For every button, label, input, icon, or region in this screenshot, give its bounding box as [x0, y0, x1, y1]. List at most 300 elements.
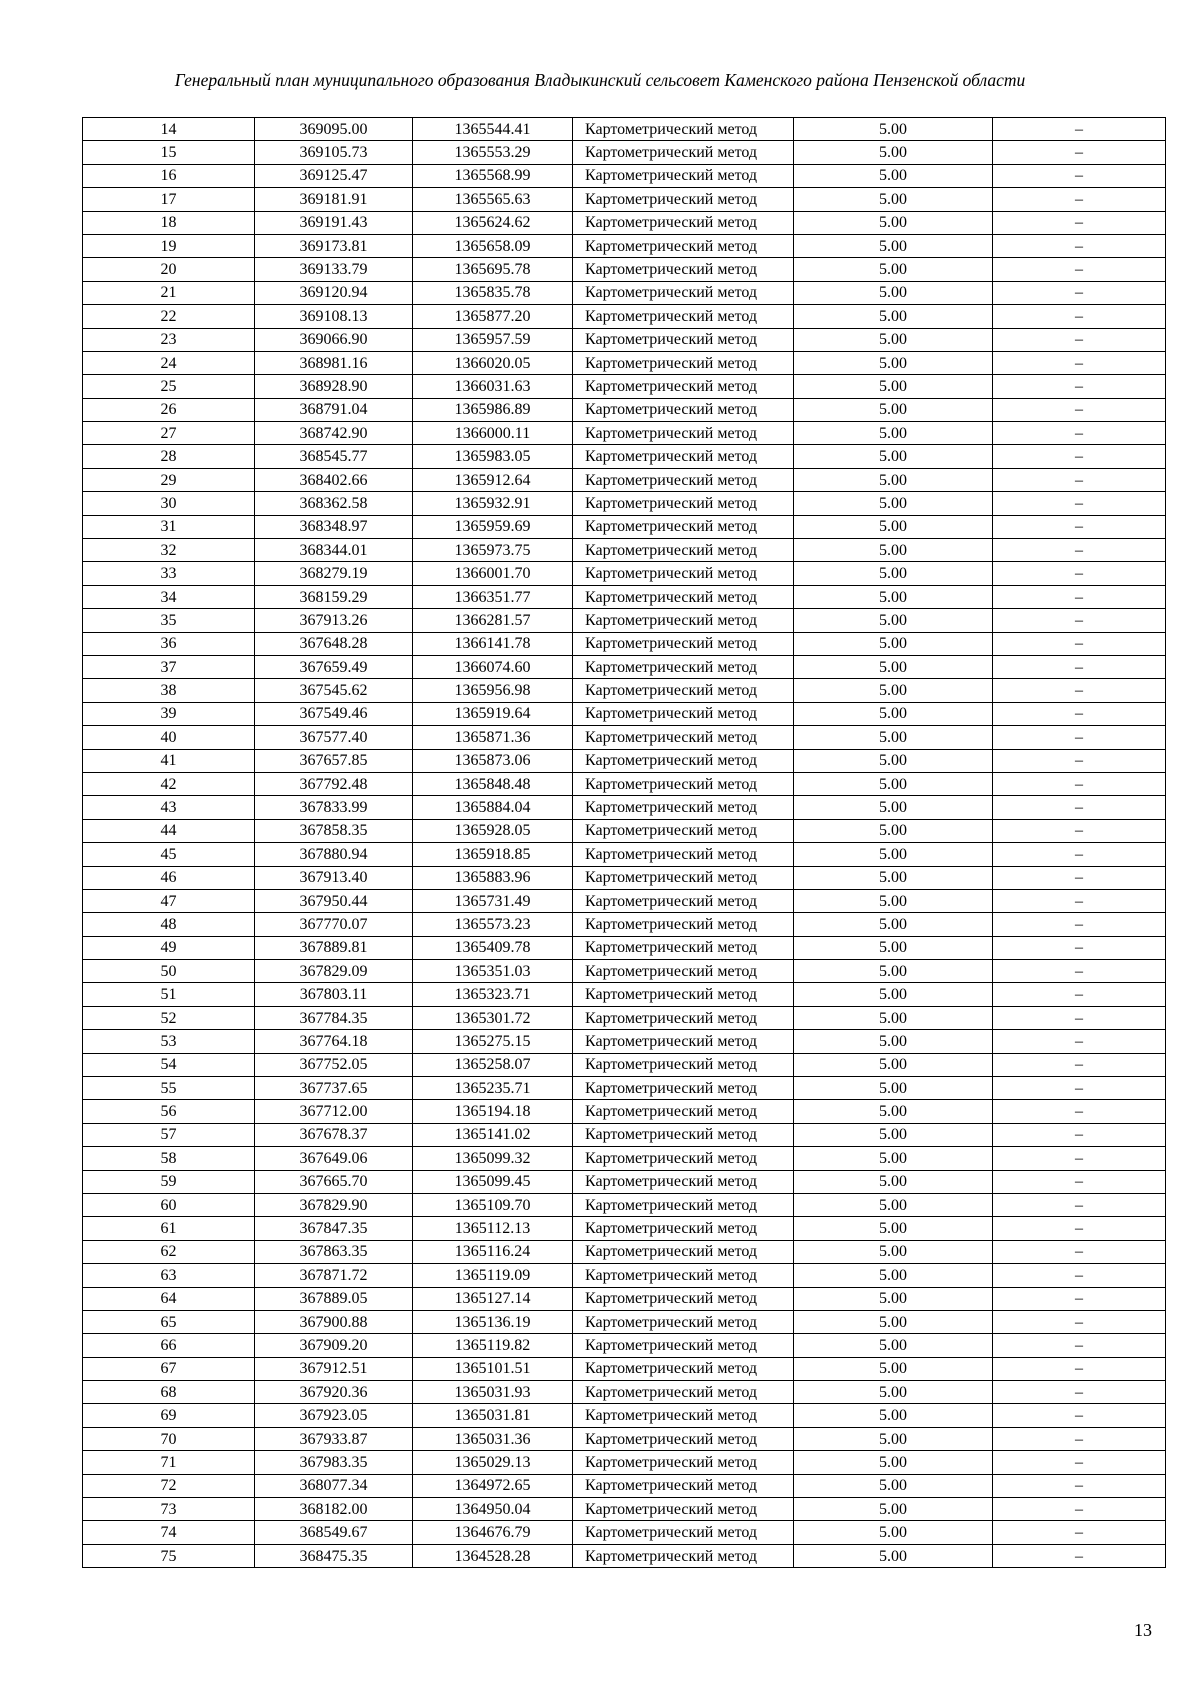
y-coordinate-cell: 1365973.75	[413, 539, 573, 562]
accuracy-cell: 5.00	[794, 609, 993, 632]
accuracy-cell: 5.00	[794, 164, 993, 187]
x-coordinate-cell: 368928.90	[255, 375, 413, 398]
table-row	[83, 1287, 1166, 1310]
accuracy-cell: 5.00	[794, 188, 993, 211]
method-cell: Картометрический метод	[573, 1053, 794, 1076]
note-cell: –	[993, 819, 1166, 842]
note-cell: –	[993, 889, 1166, 912]
table-row	[83, 141, 1166, 164]
method-cell: Картометрический метод	[573, 1193, 794, 1216]
accuracy-cell: 5.00	[794, 1521, 993, 1544]
table-row	[83, 655, 1166, 678]
y-coordinate-cell: 1365194.18	[413, 1100, 573, 1123]
note-cell: –	[993, 1544, 1166, 1567]
accuracy-cell: 5.00	[794, 866, 993, 889]
x-coordinate-cell: 367858.35	[255, 819, 413, 842]
accuracy-cell: 5.00	[794, 305, 993, 328]
method-cell: Картометрический метод	[573, 1381, 794, 1404]
method-cell: Картометрический метод	[573, 281, 794, 304]
table-row	[83, 1147, 1166, 1170]
note-cell: –	[993, 726, 1166, 749]
method-cell: Картометрический метод	[573, 843, 794, 866]
point-number-cell: 19	[83, 234, 255, 257]
x-coordinate-cell: 369173.81	[255, 234, 413, 257]
y-coordinate-cell: 1365099.32	[413, 1147, 573, 1170]
x-coordinate-cell: 368279.19	[255, 562, 413, 585]
method-cell: Картометрический метод	[573, 188, 794, 211]
point-number-cell: 59	[83, 1170, 255, 1193]
method-cell: Картометрический метод	[573, 1451, 794, 1474]
x-coordinate-cell: 367913.26	[255, 609, 413, 632]
table-row	[83, 796, 1166, 819]
accuracy-cell: 5.00	[794, 702, 993, 725]
table-row	[83, 772, 1166, 795]
x-coordinate-cell: 367912.51	[255, 1357, 413, 1380]
point-number-cell: 27	[83, 422, 255, 445]
note-cell: –	[993, 492, 1166, 515]
note-cell: –	[993, 141, 1166, 164]
note-cell: –	[993, 609, 1166, 632]
method-cell: Картометрический метод	[573, 398, 794, 421]
y-coordinate-cell: 1364676.79	[413, 1521, 573, 1544]
x-coordinate-cell: 367900.88	[255, 1310, 413, 1333]
point-number-cell: 21	[83, 281, 255, 304]
accuracy-cell: 5.00	[794, 539, 993, 562]
y-coordinate-cell: 1364972.65	[413, 1474, 573, 1497]
note-cell: –	[993, 796, 1166, 819]
accuracy-cell: 5.00	[794, 141, 993, 164]
note-cell: –	[993, 1193, 1166, 1216]
x-coordinate-cell: 368545.77	[255, 445, 413, 468]
y-coordinate-cell: 1365912.64	[413, 468, 573, 491]
accuracy-cell: 5.00	[794, 889, 993, 912]
accuracy-cell: 5.00	[794, 445, 993, 468]
x-coordinate-cell: 369108.13	[255, 305, 413, 328]
method-cell: Картометрический метод	[573, 913, 794, 936]
x-coordinate-cell: 369181.91	[255, 188, 413, 211]
table-row	[83, 188, 1166, 211]
y-coordinate-cell: 1365695.78	[413, 258, 573, 281]
point-number-cell: 28	[83, 445, 255, 468]
x-coordinate-cell: 367545.62	[255, 679, 413, 702]
method-cell: Картометрический метод	[573, 1498, 794, 1521]
table-row	[83, 445, 1166, 468]
y-coordinate-cell: 1365553.29	[413, 141, 573, 164]
x-coordinate-cell: 368475.35	[255, 1544, 413, 1567]
point-number-cell: 71	[83, 1451, 255, 1474]
point-number-cell: 65	[83, 1310, 255, 1333]
table-row	[83, 632, 1166, 655]
note-cell: –	[993, 351, 1166, 374]
table-row	[83, 1544, 1166, 1567]
y-coordinate-cell: 1365235.71	[413, 1077, 573, 1100]
point-number-cell: 14	[83, 118, 255, 141]
table-row	[83, 328, 1166, 351]
method-cell: Картометрический метод	[573, 655, 794, 678]
accuracy-cell: 5.00	[794, 772, 993, 795]
note-cell: –	[993, 585, 1166, 608]
accuracy-cell: 5.00	[794, 328, 993, 351]
point-number-cell: 41	[83, 749, 255, 772]
table-row	[83, 562, 1166, 585]
accuracy-cell: 5.00	[794, 1334, 993, 1357]
table-row	[83, 983, 1166, 1006]
x-coordinate-cell: 369125.47	[255, 164, 413, 187]
x-coordinate-cell: 367792.48	[255, 772, 413, 795]
method-cell: Картометрический метод	[573, 375, 794, 398]
y-coordinate-cell: 1364528.28	[413, 1544, 573, 1567]
accuracy-cell: 5.00	[794, 726, 993, 749]
table-row	[83, 1170, 1166, 1193]
point-number-cell: 51	[83, 983, 255, 1006]
y-coordinate-cell: 1365258.07	[413, 1053, 573, 1076]
x-coordinate-cell: 367871.72	[255, 1264, 413, 1287]
note-cell: –	[993, 866, 1166, 889]
table-row	[83, 258, 1166, 281]
point-number-cell: 32	[83, 539, 255, 562]
x-coordinate-cell: 368742.90	[255, 422, 413, 445]
x-coordinate-cell: 369133.79	[255, 258, 413, 281]
accuracy-cell: 5.00	[794, 258, 993, 281]
note-cell: –	[993, 515, 1166, 538]
y-coordinate-cell: 1365658.09	[413, 234, 573, 257]
point-number-cell: 64	[83, 1287, 255, 1310]
point-number-cell: 74	[83, 1521, 255, 1544]
y-coordinate-cell: 1365031.81	[413, 1404, 573, 1427]
x-coordinate-cell: 369066.90	[255, 328, 413, 351]
note-cell: –	[993, 1404, 1166, 1427]
y-coordinate-cell: 1365565.63	[413, 188, 573, 211]
x-coordinate-cell: 368344.01	[255, 539, 413, 562]
method-cell: Картометрический метод	[573, 772, 794, 795]
point-number-cell: 36	[83, 632, 255, 655]
accuracy-cell: 5.00	[794, 1427, 993, 1450]
note-cell: –	[993, 1053, 1166, 1076]
method-cell: Картометрический метод	[573, 211, 794, 234]
x-coordinate-cell: 368549.67	[255, 1521, 413, 1544]
table-row	[83, 960, 1166, 983]
method-cell: Картометрический метод	[573, 234, 794, 257]
accuracy-cell: 5.00	[794, 118, 993, 141]
method-cell: Картометрический метод	[573, 1217, 794, 1240]
point-number-cell: 34	[83, 585, 255, 608]
x-coordinate-cell: 367889.81	[255, 936, 413, 959]
table-row	[83, 1404, 1166, 1427]
point-number-cell: 16	[83, 164, 255, 187]
point-number-cell: 24	[83, 351, 255, 374]
table-row	[83, 1264, 1166, 1287]
point-number-cell: 20	[83, 258, 255, 281]
coordinates-table	[82, 117, 1166, 1568]
note-cell: –	[993, 258, 1166, 281]
method-cell: Картометрический метод	[573, 960, 794, 983]
method-cell: Картометрический метод	[573, 679, 794, 702]
table-row	[83, 351, 1166, 374]
accuracy-cell: 5.00	[794, 679, 993, 702]
table-row	[83, 1498, 1166, 1521]
x-coordinate-cell: 367909.20	[255, 1334, 413, 1357]
table-row	[83, 398, 1166, 421]
x-coordinate-cell: 367549.46	[255, 702, 413, 725]
method-cell: Картометрический метод	[573, 351, 794, 374]
y-coordinate-cell: 1365127.14	[413, 1287, 573, 1310]
method-cell: Картометрический метод	[573, 258, 794, 281]
accuracy-cell: 5.00	[794, 492, 993, 515]
table-row	[83, 515, 1166, 538]
accuracy-cell: 5.00	[794, 655, 993, 678]
note-cell: –	[993, 375, 1166, 398]
x-coordinate-cell: 367847.35	[255, 1217, 413, 1240]
note-cell: –	[993, 305, 1166, 328]
x-coordinate-cell: 367863.35	[255, 1240, 413, 1263]
table-row	[83, 1474, 1166, 1497]
point-number-cell: 35	[83, 609, 255, 632]
y-coordinate-cell: 1365884.04	[413, 796, 573, 819]
accuracy-cell: 5.00	[794, 562, 993, 585]
x-coordinate-cell: 367712.00	[255, 1100, 413, 1123]
x-coordinate-cell: 368077.34	[255, 1474, 413, 1497]
page-header-title: Генеральный план муниципального образования Владыкинский сельсовет Каменского района Пензенской области	[174, 70, 1026, 90]
note-cell: –	[993, 445, 1166, 468]
y-coordinate-cell: 1365029.13	[413, 1451, 573, 1474]
accuracy-cell: 5.00	[794, 1077, 993, 1100]
table-row	[83, 468, 1166, 491]
y-coordinate-cell: 1365918.85	[413, 843, 573, 866]
x-coordinate-cell: 369120.94	[255, 281, 413, 304]
note-cell: –	[993, 702, 1166, 725]
point-number-cell: 75	[83, 1544, 255, 1567]
point-number-cell: 26	[83, 398, 255, 421]
x-coordinate-cell: 367737.65	[255, 1077, 413, 1100]
point-number-cell: 63	[83, 1264, 255, 1287]
table-row	[83, 1381, 1166, 1404]
x-coordinate-cell: 368348.97	[255, 515, 413, 538]
method-cell: Картометрический метод	[573, 983, 794, 1006]
method-cell: Картометрический метод	[573, 305, 794, 328]
method-cell: Картометрический метод	[573, 562, 794, 585]
page-number: 13	[1134, 1620, 1152, 1640]
y-coordinate-cell: 1365119.82	[413, 1334, 573, 1357]
note-cell: –	[993, 1240, 1166, 1263]
point-number-cell: 66	[83, 1334, 255, 1357]
table-row	[83, 913, 1166, 936]
method-cell: Картометрический метод	[573, 1357, 794, 1380]
y-coordinate-cell: 1365275.15	[413, 1030, 573, 1053]
point-number-cell: 61	[83, 1217, 255, 1240]
y-coordinate-cell: 1365983.05	[413, 445, 573, 468]
method-cell: Картометрический метод	[573, 936, 794, 959]
table-row	[83, 234, 1166, 257]
method-cell: Картометрический метод	[573, 1404, 794, 1427]
accuracy-cell: 5.00	[794, 1217, 993, 1240]
method-cell: Картометрический метод	[573, 866, 794, 889]
point-number-cell: 68	[83, 1381, 255, 1404]
method-cell: Картометрический метод	[573, 1123, 794, 1146]
accuracy-cell: 5.00	[794, 1123, 993, 1146]
note-cell: –	[993, 562, 1166, 585]
table-row	[83, 819, 1166, 842]
point-number-cell: 43	[83, 796, 255, 819]
table-row	[83, 1521, 1166, 1544]
table-row	[83, 749, 1166, 772]
table-row	[83, 305, 1166, 328]
x-coordinate-cell: 367803.11	[255, 983, 413, 1006]
note-cell: –	[993, 1381, 1166, 1404]
accuracy-cell: 5.00	[794, 843, 993, 866]
note-cell: –	[993, 398, 1166, 421]
accuracy-cell: 5.00	[794, 1240, 993, 1263]
method-cell: Картометрический метод	[573, 118, 794, 141]
table-row	[83, 1193, 1166, 1216]
table-row	[83, 281, 1166, 304]
x-coordinate-cell: 367752.05	[255, 1053, 413, 1076]
point-number-cell: 73	[83, 1498, 255, 1521]
method-cell: Картометрический метод	[573, 141, 794, 164]
point-number-cell: 72	[83, 1474, 255, 1497]
y-coordinate-cell: 1365848.48	[413, 772, 573, 795]
note-cell: –	[993, 1334, 1166, 1357]
note-cell: –	[993, 188, 1166, 211]
table-row	[83, 1006, 1166, 1029]
x-coordinate-cell: 367829.90	[255, 1193, 413, 1216]
accuracy-cell: 5.00	[794, 1264, 993, 1287]
y-coordinate-cell: 1366001.70	[413, 562, 573, 585]
y-coordinate-cell: 1365835.78	[413, 281, 573, 304]
x-coordinate-cell: 369191.43	[255, 211, 413, 234]
x-coordinate-cell: 367770.07	[255, 913, 413, 936]
accuracy-cell: 5.00	[794, 1404, 993, 1427]
x-coordinate-cell: 367577.40	[255, 726, 413, 749]
x-coordinate-cell: 367659.49	[255, 655, 413, 678]
y-coordinate-cell: 1365956.98	[413, 679, 573, 702]
method-cell: Картометрический метод	[573, 585, 794, 608]
point-number-cell: 49	[83, 936, 255, 959]
method-cell: Картометрический метод	[573, 889, 794, 912]
note-cell: –	[993, 1006, 1166, 1029]
point-number-cell: 69	[83, 1404, 255, 1427]
x-coordinate-cell: 368791.04	[255, 398, 413, 421]
note-cell: –	[993, 1147, 1166, 1170]
accuracy-cell: 5.00	[794, 1170, 993, 1193]
method-cell: Картометрический метод	[573, 1310, 794, 1333]
note-cell: –	[993, 281, 1166, 304]
accuracy-cell: 5.00	[794, 1357, 993, 1380]
point-number-cell: 50	[83, 960, 255, 983]
accuracy-cell: 5.00	[794, 960, 993, 983]
note-cell: –	[993, 234, 1166, 257]
accuracy-cell: 5.00	[794, 796, 993, 819]
point-number-cell: 18	[83, 211, 255, 234]
y-coordinate-cell: 1365136.19	[413, 1310, 573, 1333]
method-cell: Картометрический метод	[573, 1147, 794, 1170]
x-coordinate-cell: 367657.85	[255, 749, 413, 772]
method-cell: Картометрический метод	[573, 632, 794, 655]
table-row	[83, 609, 1166, 632]
point-number-cell: 40	[83, 726, 255, 749]
accuracy-cell: 5.00	[794, 351, 993, 374]
y-coordinate-cell: 1365323.71	[413, 983, 573, 1006]
method-cell: Картометрический метод	[573, 819, 794, 842]
note-cell: –	[993, 1077, 1166, 1100]
y-coordinate-cell: 1366281.57	[413, 609, 573, 632]
x-coordinate-cell: 368159.29	[255, 585, 413, 608]
x-coordinate-cell: 368362.58	[255, 492, 413, 515]
point-number-cell: 39	[83, 702, 255, 725]
note-cell: –	[993, 1498, 1166, 1521]
note-cell: –	[993, 1451, 1166, 1474]
y-coordinate-cell: 1366020.05	[413, 351, 573, 374]
table-row	[83, 726, 1166, 749]
note-cell: –	[993, 1427, 1166, 1450]
table-row	[83, 1053, 1166, 1076]
table-row	[83, 1310, 1166, 1333]
y-coordinate-cell: 1365932.91	[413, 492, 573, 515]
method-cell: Картометрический метод	[573, 1006, 794, 1029]
accuracy-cell: 5.00	[794, 913, 993, 936]
accuracy-cell: 5.00	[794, 983, 993, 1006]
table-row	[83, 375, 1166, 398]
point-number-cell: 58	[83, 1147, 255, 1170]
table-row	[83, 1334, 1166, 1357]
accuracy-cell: 5.00	[794, 211, 993, 234]
x-coordinate-cell: 367678.37	[255, 1123, 413, 1146]
x-coordinate-cell: 367784.35	[255, 1006, 413, 1029]
accuracy-cell: 5.00	[794, 1474, 993, 1497]
note-cell: –	[993, 1310, 1166, 1333]
y-coordinate-cell: 1366000.11	[413, 422, 573, 445]
y-coordinate-cell: 1365928.05	[413, 819, 573, 842]
y-coordinate-cell: 1365873.06	[413, 749, 573, 772]
point-number-cell: 42	[83, 772, 255, 795]
coordinates-table-body	[83, 118, 1166, 1568]
accuracy-cell: 5.00	[794, 585, 993, 608]
accuracy-cell: 5.00	[794, 1053, 993, 1076]
y-coordinate-cell: 1365731.49	[413, 889, 573, 912]
method-cell: Картометрический метод	[573, 796, 794, 819]
y-coordinate-cell: 1365544.41	[413, 118, 573, 141]
y-coordinate-cell: 1366141.78	[413, 632, 573, 655]
y-coordinate-cell: 1366074.60	[413, 655, 573, 678]
method-cell: Картометрический метод	[573, 1334, 794, 1357]
table-row	[83, 866, 1166, 889]
accuracy-cell: 5.00	[794, 819, 993, 842]
x-coordinate-cell: 367829.09	[255, 960, 413, 983]
accuracy-cell: 5.00	[794, 375, 993, 398]
table-row	[83, 1357, 1166, 1380]
method-cell: Картометрический метод	[573, 468, 794, 491]
method-cell: Картометрический метод	[573, 1521, 794, 1544]
point-number-cell: 44	[83, 819, 255, 842]
method-cell: Картометрический метод	[573, 1077, 794, 1100]
note-cell: –	[993, 1100, 1166, 1123]
y-coordinate-cell: 1365116.24	[413, 1240, 573, 1263]
x-coordinate-cell: 368182.00	[255, 1498, 413, 1521]
accuracy-cell: 5.00	[794, 1544, 993, 1567]
table-row	[83, 1123, 1166, 1146]
note-cell: –	[993, 328, 1166, 351]
point-number-cell: 22	[83, 305, 255, 328]
point-number-cell: 47	[83, 889, 255, 912]
y-coordinate-cell: 1365871.36	[413, 726, 573, 749]
accuracy-cell: 5.00	[794, 632, 993, 655]
x-coordinate-cell: 368402.66	[255, 468, 413, 491]
point-number-cell: 48	[83, 913, 255, 936]
note-cell: –	[993, 1123, 1166, 1146]
note-cell: –	[993, 468, 1166, 491]
point-number-cell: 38	[83, 679, 255, 702]
accuracy-cell: 5.00	[794, 1030, 993, 1053]
y-coordinate-cell: 1365031.93	[413, 1381, 573, 1404]
